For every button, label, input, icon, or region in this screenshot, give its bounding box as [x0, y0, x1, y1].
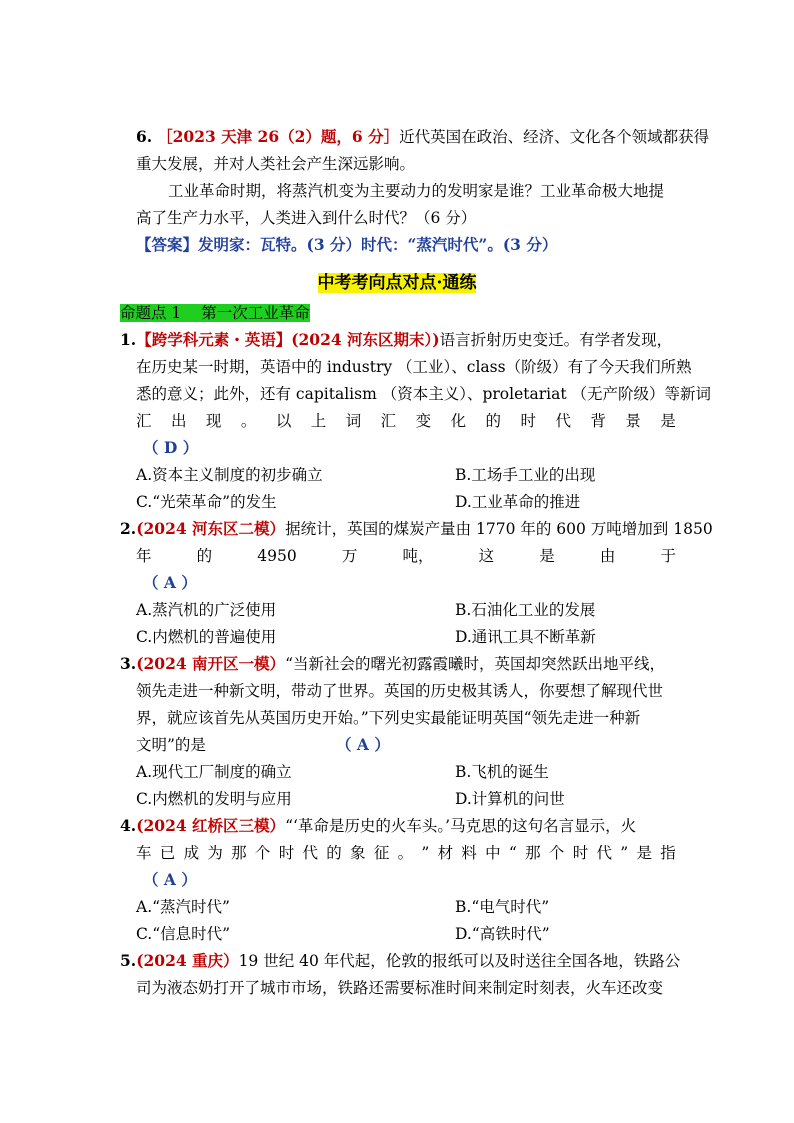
- q6-answer: 【答案】发明家：瓦特。(3 分）时代：“蒸汽时代”。(3 分）: [136, 235, 558, 254]
- q4-line-1: [120, 816, 676, 836]
- q3-option-b: B.飞机的诞生: [455, 763, 549, 781]
- q4-text-1: “‘革命是历史的火车头。’马克思的这句名言显示，火: [285, 817, 637, 835]
- q4-char: 代: [302, 844, 318, 862]
- q2-option-a: A.蒸汽机的广泛使用: [136, 601, 277, 619]
- q1-line-1: [120, 330, 676, 350]
- q3-line-1: [120, 654, 676, 674]
- q5-line-2: 司为液态奶打开了城市市场，铁路还需要标准时间来制定时刻表，火车还改变: [136, 979, 664, 997]
- q2-option-b: B.石油化工业的发展: [455, 601, 596, 619]
- topic-name: 第一次工业革命: [181, 304, 310, 322]
- q1-char: 以: [275, 412, 292, 430]
- q3-text-4: 文明”的是: [136, 736, 206, 754]
- q6-number: 6.: [136, 127, 153, 146]
- q4-char: ”: [421, 844, 430, 862]
- q6-text-1: 近代英国在政治、经济、文化各个领域都获得: [399, 128, 710, 146]
- q3-answer: （ A ）: [336, 735, 390, 754]
- q2-answer: （ A ）: [143, 573, 197, 592]
- q1-char: 汇: [136, 412, 152, 430]
- q1-char: 。: [240, 412, 257, 430]
- q5-text-1: 19 世纪 40 年代起，伦敦的报纸可以及时送往全国各地，铁路公: [238, 952, 681, 970]
- q4-char: ”: [620, 844, 629, 862]
- q4-option-b: B.“电气时代”: [455, 898, 550, 916]
- q4-char: 车: [136, 844, 152, 862]
- q4-char: 征: [373, 844, 390, 862]
- q4-char: 是: [636, 844, 652, 862]
- q1-char: 现: [205, 412, 222, 430]
- q4-answer: （ A ）: [143, 870, 197, 889]
- q3-option-a: A.现代工厂制度的确立: [136, 763, 292, 781]
- q3-line-3: 界，就应该首先从英国历史开始。”下列史实最能证明英国“领先走进一种新: [136, 709, 641, 727]
- q4-char: 象: [350, 844, 366, 862]
- q4-option-a: A.“蒸汽时代”: [136, 898, 230, 916]
- q2-word: 年: [136, 547, 152, 565]
- q2-word: 这: [478, 547, 495, 565]
- q3-line-2: 领先走进一种新文明，带动了世界。英国的历史极其诱人，你要想了解现代世: [136, 682, 664, 700]
- q6-source: ［2023 天津 26（2）题，6 分］: [157, 127, 400, 146]
- q3-source: (2024 南开区一模）: [136, 654, 286, 673]
- q4-option-d: D.“高铁时代”: [455, 925, 550, 943]
- q1-char: 景: [625, 412, 641, 430]
- q4-char: 时: [278, 844, 295, 862]
- section-title: [0, 268, 794, 293]
- q4-option-c: C.“信息时代”: [136, 925, 231, 943]
- q1-char: 汇: [380, 412, 397, 430]
- q1-char: 的: [485, 412, 502, 430]
- q2-option-d: D.通讯工具不断革新: [455, 628, 596, 646]
- q2-source: (2024 河东区二模）: [136, 519, 286, 538]
- q4-char: 中: [485, 844, 501, 862]
- q2-text-1: 据统计，英国的煤炭产量由 1770 年的 600 万吨增加到 1850: [285, 520, 713, 538]
- q1-char: 词: [345, 412, 362, 430]
- q1-line-4: [136, 411, 676, 431]
- q2-word: 由: [599, 547, 616, 565]
- q4-char: 材: [437, 844, 454, 862]
- q5-source: (2024 重庆）: [136, 951, 239, 970]
- q2-word: 万: [341, 547, 358, 565]
- q4-char: 那: [525, 844, 541, 862]
- q4-char: 为: [207, 844, 223, 862]
- q1-text-1: 语言折射历史变迁。有学者发现，: [439, 331, 673, 349]
- q1-option-b: B.工场手工业的出现: [455, 466, 596, 484]
- q4-char: 那: [231, 844, 247, 862]
- q1-char: 化: [450, 412, 467, 430]
- q1-char: 变: [415, 412, 432, 430]
- q3-option-d: D.计算机的问世: [455, 790, 565, 808]
- q2-line-2: [136, 546, 676, 566]
- q4-char: 已: [159, 844, 176, 862]
- q2-word: 吨，: [402, 547, 434, 565]
- q2-option-c: C.内燃机的普遍使用: [136, 628, 277, 646]
- q4-char: 指: [660, 844, 676, 862]
- q4-char: 个: [548, 844, 565, 862]
- q2-line-1: [120, 519, 713, 539]
- topic-number: 命题点 1: [120, 304, 182, 322]
- q5-line-1: [120, 951, 681, 971]
- q6-line-3: 工业革命时期，将蒸汽机变为主要动力的发明家是谁？工业革命极大地提: [168, 182, 665, 200]
- q1-char: 是: [660, 412, 676, 430]
- q1-option-c: C.“光荣革命”的发生: [136, 493, 277, 511]
- q2-number: 2.: [120, 519, 137, 538]
- q4-char: 时: [572, 844, 589, 862]
- q4-number: 4.: [120, 816, 137, 835]
- q1-char: 背: [590, 412, 606, 430]
- q2-word: 是: [539, 547, 555, 565]
- q1-char: 上: [310, 412, 327, 430]
- q1-option-d: D.工业革命的推进: [455, 493, 581, 511]
- q4-char: 料: [461, 844, 477, 862]
- q1-answer: （ D ）: [143, 438, 199, 457]
- q1-number: 1.: [120, 330, 137, 349]
- q1-char: 代: [555, 412, 571, 430]
- q3-line-4: [136, 735, 676, 755]
- q1-char: 出: [170, 412, 187, 430]
- q4-source: (2024 红桥区三模）: [136, 816, 286, 835]
- q4-char: 个: [254, 844, 271, 862]
- q6-line-4: 高了生产力水平，人类进入到什么时代？（6 分）: [136, 209, 477, 227]
- q4-char: 。: [397, 844, 414, 862]
- q5-number: 5.: [120, 951, 137, 970]
- q1-char: 时: [520, 412, 536, 430]
- q4-char: 的: [326, 844, 342, 862]
- q4-char: 成: [183, 844, 200, 862]
- q3-text-1: “当新社会的曙光初露霞曦时，英国却突然跃出地平线，: [285, 655, 665, 673]
- q1-line-2: 在历史某一时期，英语中的 industry （工业）、class（阶级）有了今天我们所熟: [136, 358, 692, 376]
- q6-line-2: 重大发展，并对人类社会产生深远影响。: [136, 155, 416, 173]
- q2-word: 于: [660, 547, 676, 565]
- topic-label: [120, 303, 660, 323]
- section-title-text: 中考考向点对点·通练: [317, 273, 477, 293]
- q6-line-1: [136, 127, 710, 147]
- q1-option-a: A.资本主义制度的初步确立: [136, 466, 323, 484]
- q4-line-2: [136, 843, 676, 863]
- q3-number: 3.: [120, 654, 137, 673]
- q2-word: 的: [196, 547, 213, 565]
- q1-source: 【跨学科元素・英语】(2024 河东区期末）): [136, 330, 440, 349]
- q4-char: 代: [596, 844, 612, 862]
- q4-char: “: [508, 844, 517, 862]
- q3-option-c: C.内燃机的发明与应用: [136, 790, 292, 808]
- q1-line-3: 悉的意义；此外，还有 capitalism （资本主义）、proletariat （无产阶级）等新词: [136, 385, 711, 403]
- q2-word: 4950: [257, 547, 297, 565]
